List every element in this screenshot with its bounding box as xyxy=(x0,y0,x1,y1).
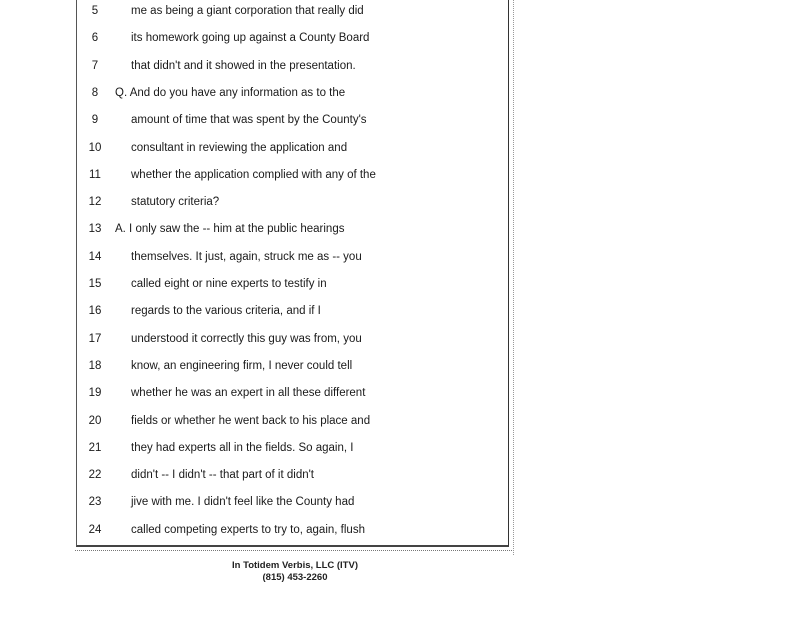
line-number: 9 xyxy=(91,114,99,127)
line-number: 21 xyxy=(88,441,102,454)
transcript-line xyxy=(77,29,497,47)
line-text: regards to the various criteria, and if I xyxy=(131,305,321,318)
transcript-line xyxy=(77,357,497,375)
line-number: 13 xyxy=(88,223,102,236)
transcript-line xyxy=(77,84,497,102)
transcript-line xyxy=(77,166,497,184)
line-text: whether the application complied with any of the xyxy=(131,168,376,181)
footer-company: In Totidem Verbis, LLC (ITV) xyxy=(232,560,358,571)
line-text: its homework going up against a County Board xyxy=(131,32,370,45)
line-number: 16 xyxy=(88,305,102,318)
line-text: whether he was an expert in all these different xyxy=(131,387,366,400)
line-text: consultant in reviewing the application and xyxy=(131,141,348,154)
transcript-line xyxy=(77,220,497,238)
transcript-line xyxy=(77,493,497,511)
page-footer xyxy=(210,560,380,584)
transcript-line xyxy=(77,139,497,157)
transcript-line xyxy=(77,466,497,484)
transcript-line xyxy=(77,111,497,129)
line-text: themselves. It just, again, struck me as -- you xyxy=(131,250,362,263)
line-text: they had experts all in the fields. So again, I xyxy=(131,441,354,454)
line-text: A. I only saw the -- him at the public hearings xyxy=(115,223,345,236)
line-text: amount of time that was spent by the County's xyxy=(131,114,367,127)
transcript-line xyxy=(77,248,497,266)
transcript-line xyxy=(77,412,497,430)
line-text: understood it correctly this guy was from, you xyxy=(131,332,362,345)
transcript-line xyxy=(77,193,497,211)
line-number: 22 xyxy=(88,469,102,482)
transcript-line xyxy=(77,302,497,320)
transcript-line xyxy=(77,330,497,348)
line-number: 20 xyxy=(88,414,102,427)
line-text: me as being a giant corporation that really did xyxy=(131,5,364,17)
line-text: jive with me. I didn't feel like the County had xyxy=(131,496,355,509)
line-number: 19 xyxy=(88,387,102,400)
line-text: called competing experts to try to, again, flush xyxy=(131,523,365,536)
line-number: 7 xyxy=(91,59,99,72)
line-number: 23 xyxy=(88,496,102,509)
line-number: 12 xyxy=(88,196,102,209)
line-text: know, an engineering firm, I never could tell xyxy=(131,359,353,372)
transcript-line xyxy=(77,384,497,402)
line-number: 14 xyxy=(88,250,102,263)
footer-phone: (815) 453-2260 xyxy=(262,572,328,583)
line-number: 6 xyxy=(91,32,99,45)
line-number: 17 xyxy=(88,332,102,345)
line-number: 10 xyxy=(88,141,102,154)
scan-edge xyxy=(511,0,514,555)
line-number: 15 xyxy=(88,278,102,290)
line-text: that didn't and it showed in the presentation. xyxy=(131,59,356,72)
line-text: called eight or nine experts to testify in xyxy=(131,278,327,290)
transcript-line xyxy=(77,439,497,457)
line-text: statutory criteria? xyxy=(131,196,220,209)
transcript-line xyxy=(77,521,497,539)
line-text: didn't -- I didn't -- that part of it didn't xyxy=(131,469,315,482)
transcript-line xyxy=(77,275,497,293)
line-number: 11 xyxy=(89,168,101,181)
line-text: Q. And do you have any information as to the xyxy=(115,86,346,99)
transcript-line xyxy=(77,2,497,20)
line-text: fields or whether he went back to his place and xyxy=(131,414,371,427)
line-number: 8 xyxy=(91,86,99,99)
transcript-page xyxy=(76,0,509,547)
line-number: 24 xyxy=(88,523,102,536)
transcript-line xyxy=(77,57,497,75)
line-number: 5 xyxy=(91,5,99,17)
line-number: 18 xyxy=(88,359,102,372)
